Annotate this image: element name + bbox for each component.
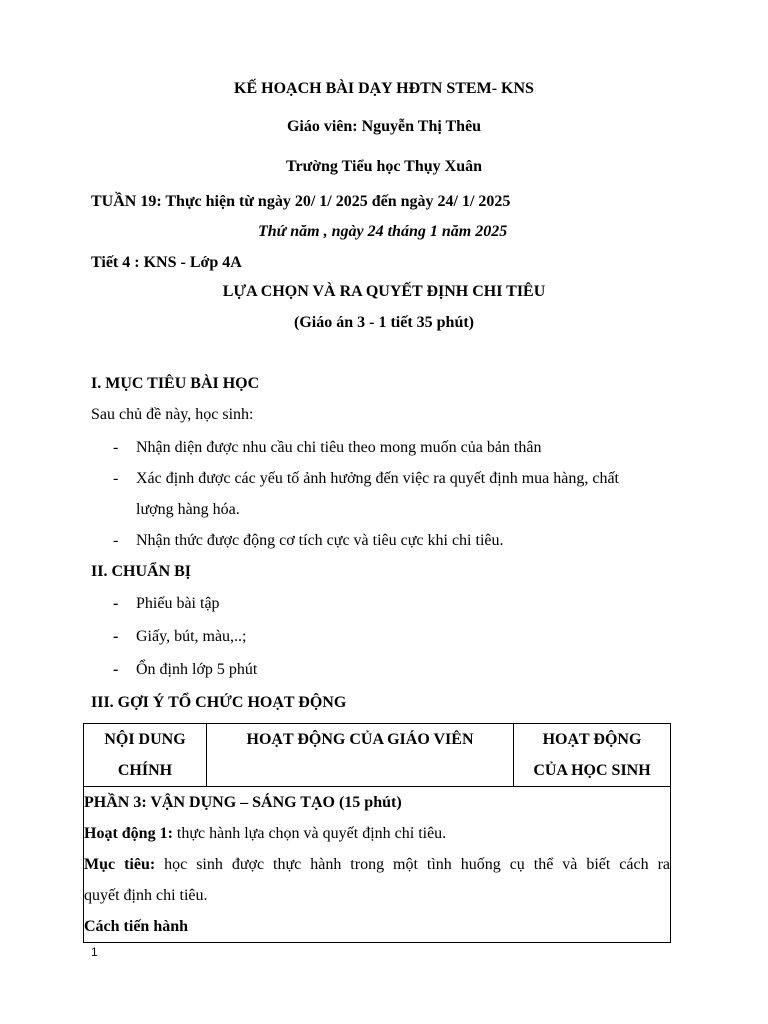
list-item-continuation: lượng hàng hóa. (136, 501, 240, 518)
page-number: 1 (91, 945, 98, 959)
part-heading: PHẦN 3: VẬN DỤNG – SÁNG TẠO (15 phút) (84, 794, 402, 811)
lesson-subtitle: (Giáo án 3 - 1 tiết 35 phút) (294, 314, 474, 331)
list-bullet: - (113, 595, 119, 612)
table-header-row (84, 724, 671, 787)
teacher-name: Giáo viên: Nguyễn Thị Thêu (286, 118, 482, 135)
section3-heading: III. GỢI Ý TỔ CHỨC HOẠT ĐỘNG (91, 694, 347, 711)
list-item: Ổn định lớp 5 phút (136, 661, 258, 678)
period-line: Tiết 4 : KNS - Lớp 4A (91, 254, 242, 271)
list-item: Nhận diện được nhu cầu chi tiêu theo mong muốn của bản thân (136, 439, 542, 456)
section2-heading: II. CHUẨN BỊ (91, 563, 192, 580)
list-item: Nhận thức được động cơ tích cực và tiêu cực khi chi tiêu. (136, 532, 504, 549)
list-item: Phiếu bài tập (136, 595, 220, 612)
table-row (84, 787, 671, 943)
col-header-teacher (207, 724, 514, 787)
activity-line (84, 818, 670, 849)
part-cell (84, 787, 671, 943)
col-header-line: HOẠT ĐỘNG CỦA GIÁO VIÊN (246, 731, 474, 748)
section1-heading: I. MỤC TIÊU BÀI HỌC (91, 375, 260, 392)
list-bullet: - (113, 470, 119, 487)
lesson-title: LỰA CHỌN VÀ RA QUYẾT ĐỊNH CHI TIÊU (222, 283, 546, 300)
list-bullet: - (113, 661, 119, 678)
col-header-line: HOẠT ĐỘNG (542, 731, 642, 748)
activity-table (83, 723, 671, 943)
school-name: Trường Tiểu học Thụy Xuân (285, 158, 482, 175)
col-header-student (514, 724, 671, 787)
activity-label: Hoạt động 1: (84, 825, 173, 842)
section1-intro: Sau chủ đề này, học sinh: (91, 406, 254, 423)
activity-text: thực hành lựa chọn và quyết định chỉ tiêu. (172, 825, 447, 842)
list-bullet: - (113, 439, 119, 456)
list-item: Xác định được các yếu tố ảnh hưởng đến việc ra quyết định mua hàng, chất (136, 470, 619, 487)
col-header-line: CỦA HỌC SINH (533, 762, 651, 779)
list-bullet: - (113, 532, 119, 549)
list-bullet: - (113, 628, 119, 645)
date-line: Thứ năm , ngày 24 tháng 1 năm 2025 (258, 223, 508, 240)
col-header-line: NỘI DUNG (104, 731, 186, 748)
list-item: Giấy, bút, màu,..; (136, 628, 247, 645)
goal-line-continued: quyết định chi tiêu. (84, 887, 208, 904)
col-header-content (84, 724, 207, 787)
col-header-line: CHÍNH (117, 762, 173, 779)
goal-label: Mục tiêu: (84, 856, 156, 873)
goal-line (84, 849, 670, 880)
document-title: KẾ HOẠCH BÀI DẠY HĐTN STEM- KNS (234, 80, 534, 97)
goal-text: học sinh được thực hành trong một tình huống cụ thể và biết cách ra (155, 856, 671, 873)
week-line: TUẦN 19: Thực hiện từ ngày 20/ 1/ 2025 đến ngày 24/ 1/ 2025 (91, 193, 511, 210)
method-label: Cách tiến hành (84, 918, 189, 935)
